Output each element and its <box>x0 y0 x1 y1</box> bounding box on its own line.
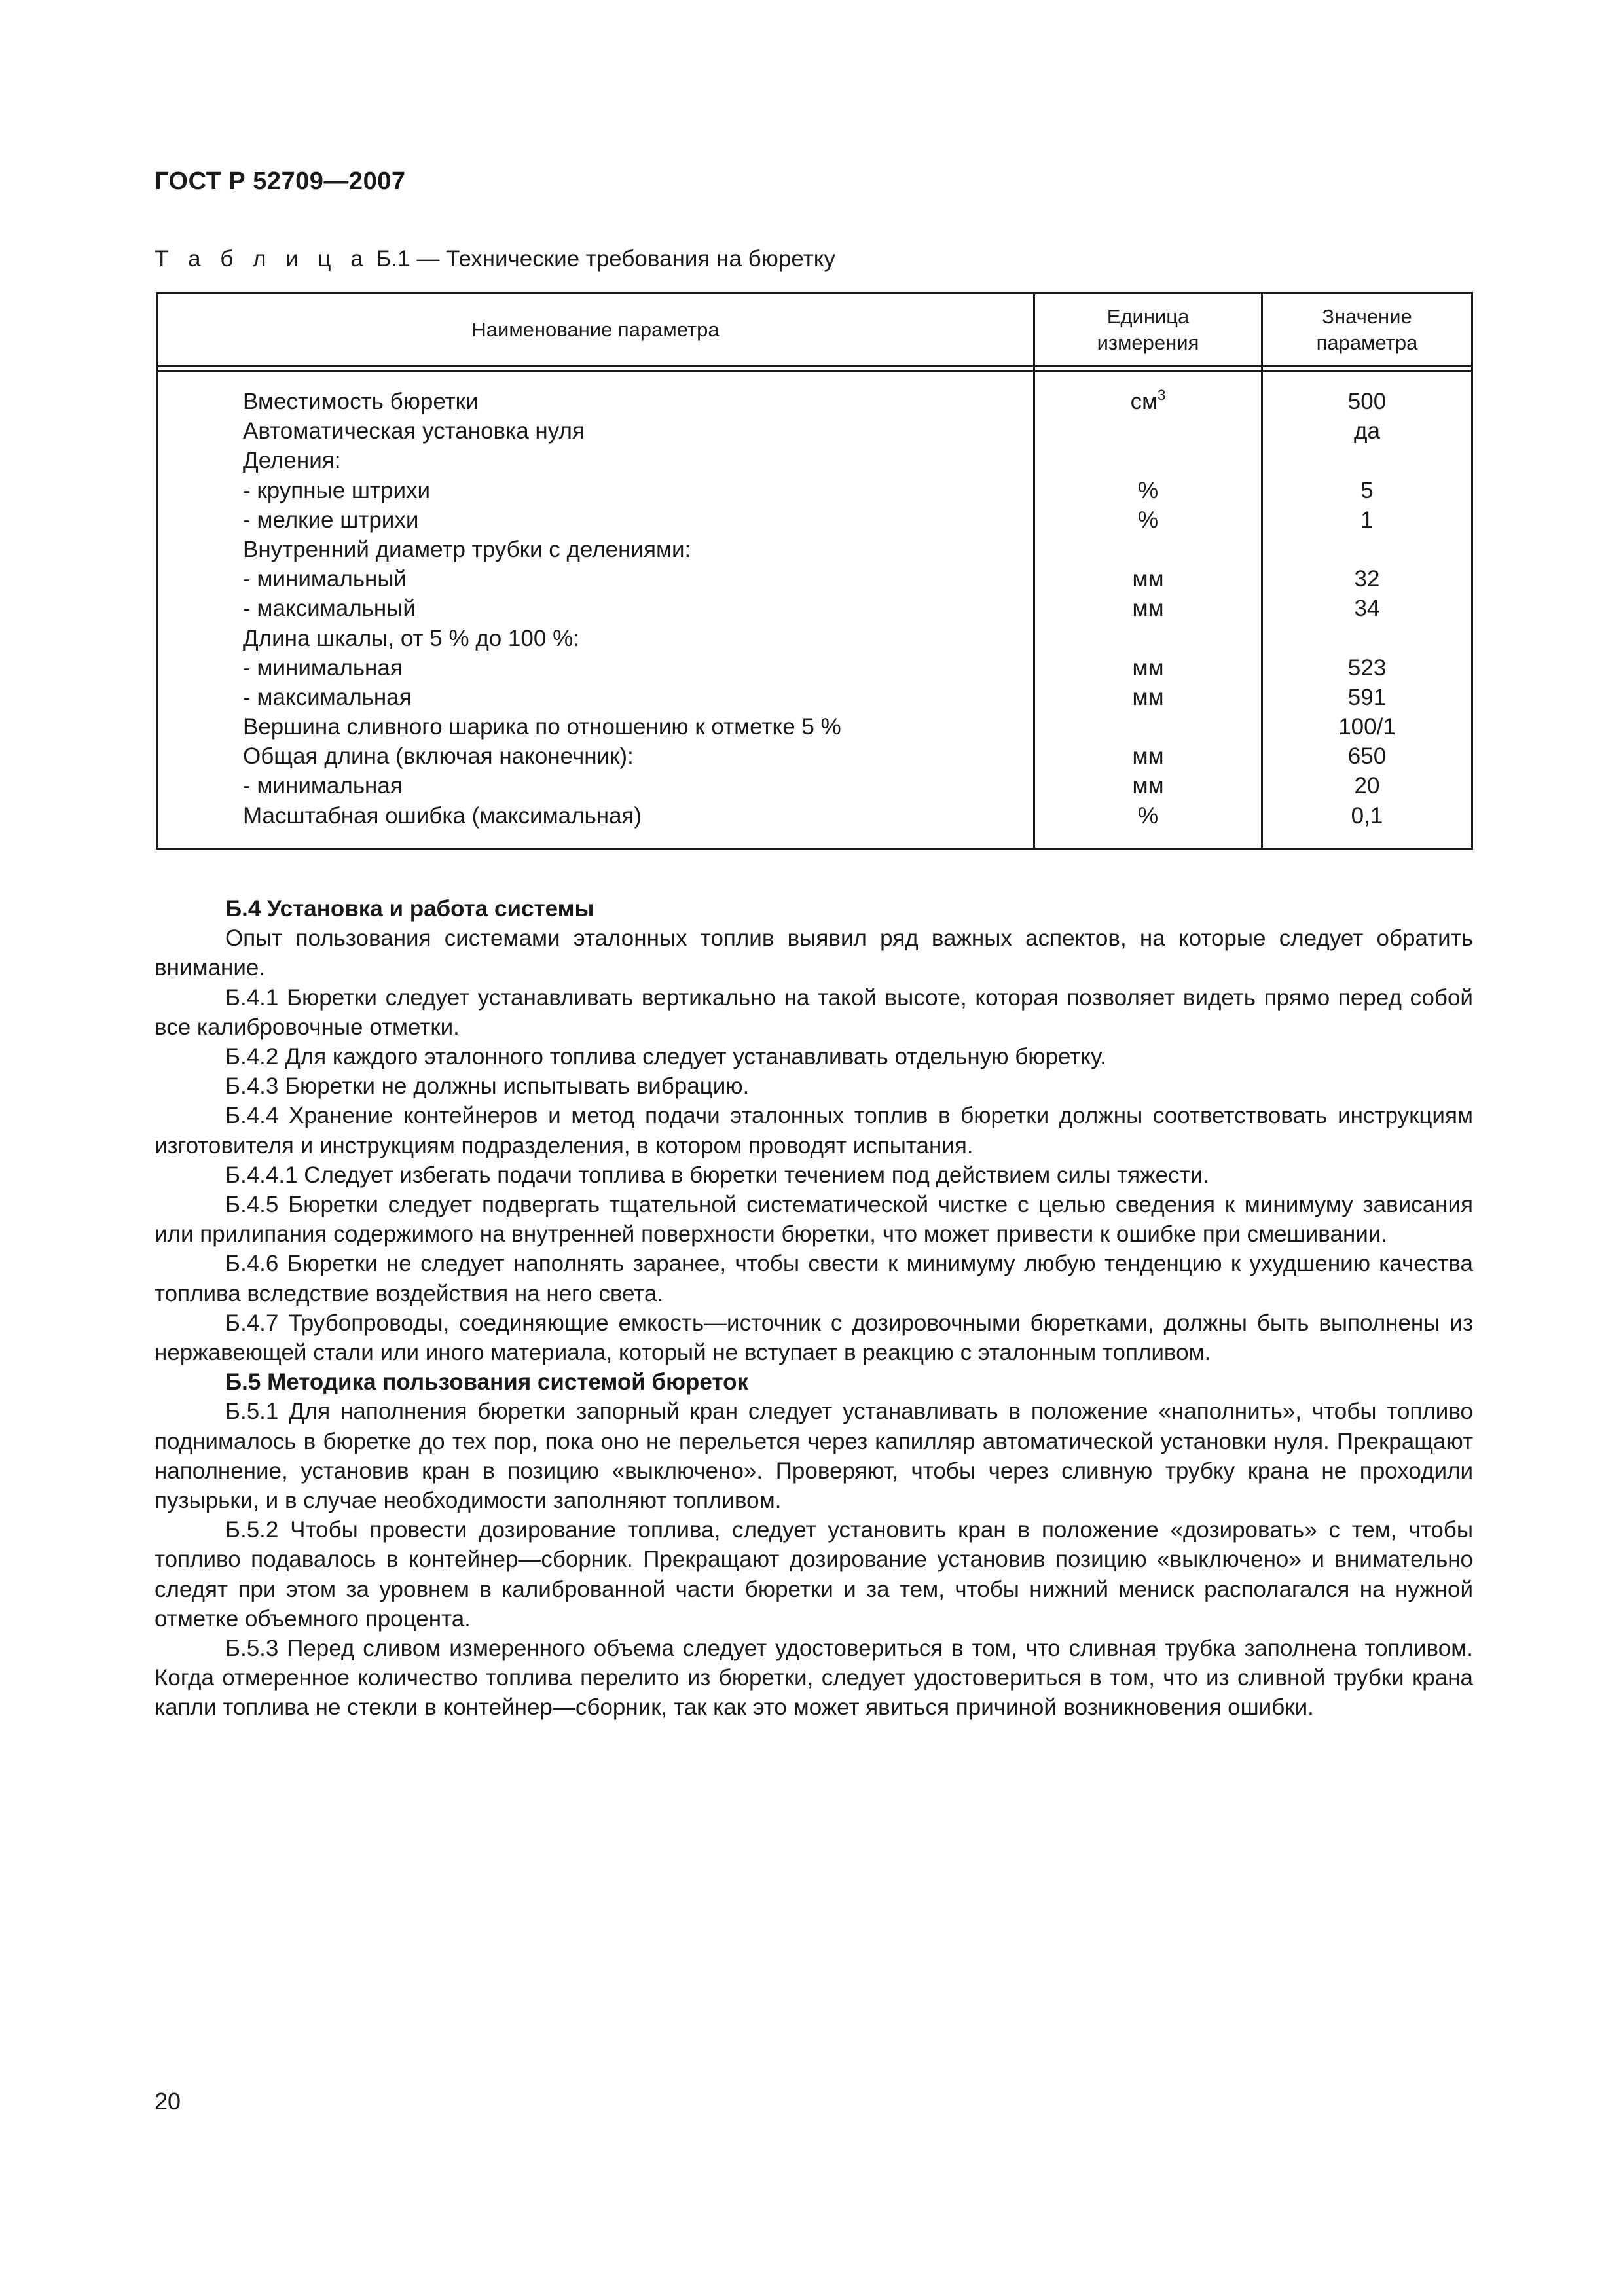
table-row <box>158 594 1471 623</box>
param-name: - минимальная <box>243 773 403 799</box>
param-value: 5 <box>1360 477 1374 503</box>
column-header-value-line1: Значение <box>1322 304 1412 328</box>
param-name: Общая длина (включая наконечник): <box>243 744 634 770</box>
param-value: 591 <box>1347 684 1387 710</box>
table-row <box>158 505 1471 535</box>
table-row <box>158 742 1471 771</box>
param-value: 650 <box>1347 744 1387 770</box>
param-unit: % <box>1137 802 1159 829</box>
param-value: 100/1 <box>1338 714 1396 740</box>
param-unit: % <box>1137 477 1159 503</box>
header-divider <box>158 365 1471 367</box>
param-unit: мм <box>1132 744 1164 770</box>
table-row <box>158 564 1471 594</box>
column-header-value <box>1263 294 1471 365</box>
section-heading-b4: Б.4 Установка и работа системы <box>225 896 594 922</box>
param-name: - минимальная <box>243 655 403 681</box>
param-value: да <box>1354 418 1380 444</box>
table-row <box>158 801 1471 831</box>
document-code: ГОСТ Р 52709—2007 <box>155 168 406 195</box>
param-unit: $см^3$ <box>1130 387 1166 414</box>
column-header-unit-line1: Единица <box>1106 304 1190 328</box>
paragraph: Б.5.3 Перед сливом измеренного объема следует удостовериться в том, что сливная трубка заполнена топливом. Когда отмеренное количество топлива перелито из бюретки, следует удостовериться в том, что из сливной трубки крана капли топлива не стекли в контейнер—сборник, так как это может явиться причиной возникновения ошибки. <box>155 1636 1473 1721</box>
paragraph: Б.4.1 Бюретки следует устанавливать вертикально на такой высоте, которая позволяет видеть прямо перед собой все калибровочные отметки. <box>155 984 1473 1040</box>
paragraph: Б.4.4.1 Следует избегать подачи топлива в бюретки течением под действием силы тяжести. <box>225 1162 1209 1188</box>
table-body <box>158 387 1471 831</box>
paragraph: Б.4.6 Бюретки не следует наполнять заранее, чтобы свести к минимуму любую тенденцию к ухудшению качества топлива вследствие воздействия на него света. <box>155 1251 1473 1306</box>
param-name: Масштабная ошибка (максимальная) <box>243 802 642 829</box>
param-name: - крупные штрихи <box>243 477 431 503</box>
body-text <box>155 894 1473 1723</box>
table-row <box>158 476 1471 505</box>
param-value: 523 <box>1347 655 1387 681</box>
table-row <box>158 535 1471 564</box>
param-name: - максимальный <box>243 596 416 622</box>
param-unit: мм <box>1132 596 1164 622</box>
paragraph: Б.4.7 Трубопроводы, соединяющие емкость—источник с дозировочными бюретками, должны быть выполнены из нержавеющей стали или иного материала, который не вступает в реакцию с эталонным топливом. <box>155 1310 1473 1366</box>
param-name: Деления: <box>243 448 341 474</box>
spec-table <box>156 292 1473 850</box>
paragraph: Б.4.2 Для каждого эталонного топлива следует устанавливать отдельную бюретку. <box>225 1044 1106 1070</box>
paragraph: Опыт пользования системами эталонных топлив выявил ряд важных аспектов, на которые следует обратить внимание. <box>155 925 1473 981</box>
table-row <box>158 683 1471 712</box>
table-row <box>158 653 1471 683</box>
param-value: 32 <box>1354 566 1380 592</box>
table-row <box>158 446 1471 475</box>
table-row <box>158 712 1471 742</box>
paragraph: Б.4.5 Бюретки следует подвергать тщательной систематической чистке с целью сведения к минимуму зависания или прилипания содержимого на внутренней поверхности бюретки, что может привести к ошибке при смешивании. <box>155 1192 1473 1247</box>
header-divider <box>158 370 1471 372</box>
param-name: Длина шкалы, от 5 % до 100 %: <box>243 625 579 651</box>
section-heading-b5: Б.5 Методика пользования системой бюреток <box>225 1369 749 1395</box>
table-row <box>158 624 1471 653</box>
column-header-unit <box>1035 294 1261 365</box>
table-caption <box>155 246 835 272</box>
paragraph: Б.4.4 Хранение контейнеров и метод подачи эталонных топлив в бюретки должны соответствовать инструкциям изготовителя и инструкциям подразделения, в котором проводят испытания. <box>155 1103 1473 1158</box>
param-value: 0,1 <box>1351 802 1383 829</box>
table-row <box>158 387 1471 416</box>
param-unit: % <box>1137 507 1159 533</box>
paragraph: Б.5.1 Для наполнения бюретки запорный кран следует устанавливать в положение «наполнить», чтобы топливо поднималось в бюретке до тех пор, пока оно не перельется через капилляр автоматической установки нуля. Прекращают наполнение, установив кран в позицию «выключено». Проверяют, чтобы через сливную трубку крана не проходили пузырьки, и в случае необходимости заполняют топливом. <box>155 1399 1473 1514</box>
param-name: - максимальная <box>243 684 412 710</box>
table-caption-title: Б.1 — Технические требования на бюретку <box>369 246 835 272</box>
param-name: - минимальный <box>243 566 407 592</box>
table-caption-label: Т а б л и ц а <box>155 246 370 272</box>
param-value: 500 <box>1347 389 1387 414</box>
column-header-name-text: Наименование параметра <box>471 317 720 341</box>
paragraph: Б.5.2 Чтобы провести дозирование топлива, следует установить кран в положение «дозировать» с тем, чтобы топливо подавалось в контейнер—сборник. Прекращают дозирование установив позицию «выключено» и внимательно следят при этом за уровнем в калиброванной части бюретки и за тем, чтобы нижний мениск располагался на нужной отметке объемного процента. <box>155 1517 1473 1632</box>
table-row <box>158 416 1471 446</box>
column-header-unit-line2: измерения <box>1097 331 1199 354</box>
param-unit: мм <box>1132 566 1164 592</box>
param-value: 20 <box>1354 773 1380 799</box>
param-unit: мм <box>1132 684 1164 710</box>
param-value: 34 <box>1354 596 1380 622</box>
column-header-name <box>158 294 1033 365</box>
param-unit: мм <box>1132 773 1164 799</box>
param-name: Вместимость бюретки <box>243 389 479 414</box>
param-unit: мм <box>1132 655 1164 681</box>
param-name: - мелкие штрихи <box>243 507 419 533</box>
column-header-value-line2: параметра <box>1316 331 1418 354</box>
page-number: 20 <box>155 2088 181 2115</box>
param-name: Вершина сливного шарика по отношению к отметке 5 % <box>243 714 841 740</box>
table-row <box>158 771 1471 800</box>
paragraph: Б.4.3 Бюретки не должны испытывать вибрацию. <box>225 1073 750 1100</box>
param-name: Автоматическая установка нуля <box>243 418 585 444</box>
param-value: 1 <box>1360 507 1374 533</box>
param-name: Внутренний диаметр трубки с делениями: <box>243 536 691 562</box>
